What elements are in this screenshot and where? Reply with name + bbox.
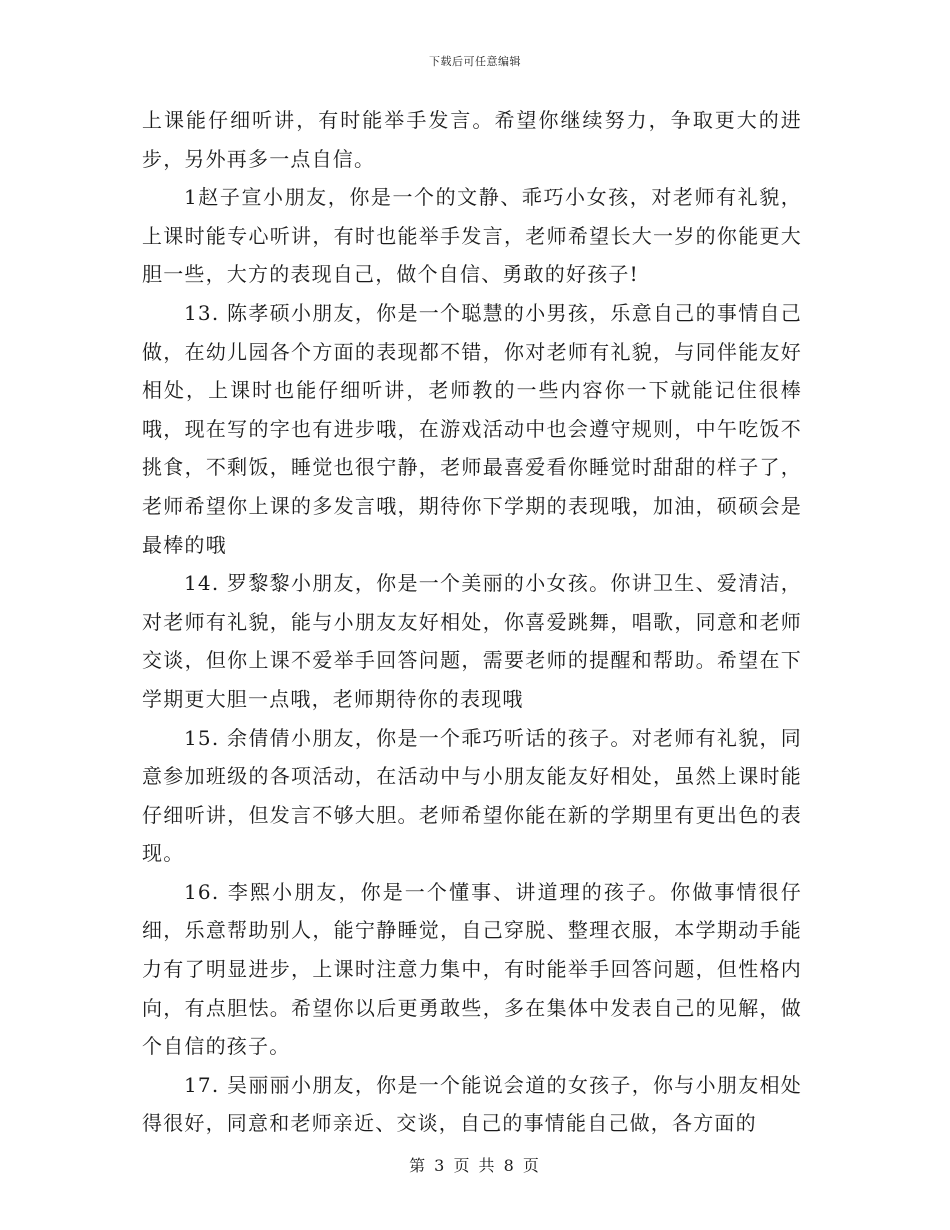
document-body [142,101,802,1143]
page-header: 下载后可任意编辑 [429,55,521,68]
paragraph-comment-17: 17. 吴丽丽小朋友，你是一个能说会道的女孩子，你与小朋友相处得很好，同意和老师亲近、交谈，自己的事情能自己做，各方面的 [142,1072,802,1136]
paragraph-comment-14: 14. 罗黎黎小朋友，你是一个美丽的小女孩。你讲卫生、爱清洁，对老师有礼貌，能与小朋友友好相处，你喜爱跳舞，唱歌，同意和老师交谈，但你上课不爱举手回答问题，需要老师的提醒和帮助。希望在下学期更大胆一点哦，老师期待你的表现哦 [142,571,802,711]
paragraph-continuation: 上课能仔细听讲，有时能举手发言。希望你继续努力，争取更大的进步，另外再多一点自信。 [142,108,802,171]
paragraph-comment-16: 16. 李熙小朋友，你是一个懂事、讲道理的孩子。你做事情很仔细，乐意帮助别人，能宁静睡觉，自己穿脱、整理衣服，本学期动手能力有了明显进步，上课时注意力集中，有时能举手回答问题，但性格内向，有点胆怯。希望你以后更勇敢些，多在集体中发表自己的见解，做个自信的孩子。 [142,879,802,1059]
paragraph-comment-12: 1赵子宣小朋友，你是一个的文静、乖巧小女孩，对老师有礼貌，上课时能专心听讲，有时也能举手发言，老师希望长大一岁的你能更大胆一些，大方的表现自己，做个自信、勇敢的好孩子! [142,185,802,287]
paragraph-comment-13: 13. 陈孝硕小朋友，你是一个聪慧的小男孩，乐意自己的事情自己做，在幼儿园各个方面的表现都不错，你对老师有礼貌，与同伴能友好相处，上课时也能仔细听讲，老师教的一些内容你一下就能记住很棒哦，现在写的字也有进步哦，在游戏活动中也会遵守规则，中午吃饭不挑食，不剩饭，睡觉也很宁静，老师最喜爱看你睡觉时甜甜的样子了，老师希望你上课的多发言哦，期待你下学期的表现哦，加油，硕硕会是最棒的哦 [142,300,802,557]
paragraph-comment-15: 15. 余倩倩小朋友，你是一个乖巧听话的孩子。对老师有礼貌，同意参加班级的各项活动，在活动中与小朋友能友好相处，虽然上课时能仔细听讲，但发言不够大胆。老师希望你能在新的学期里有更出色的表现。 [142,725,802,866]
page-number-footer: 第 3 页 共 8 页 [409,1156,541,1175]
